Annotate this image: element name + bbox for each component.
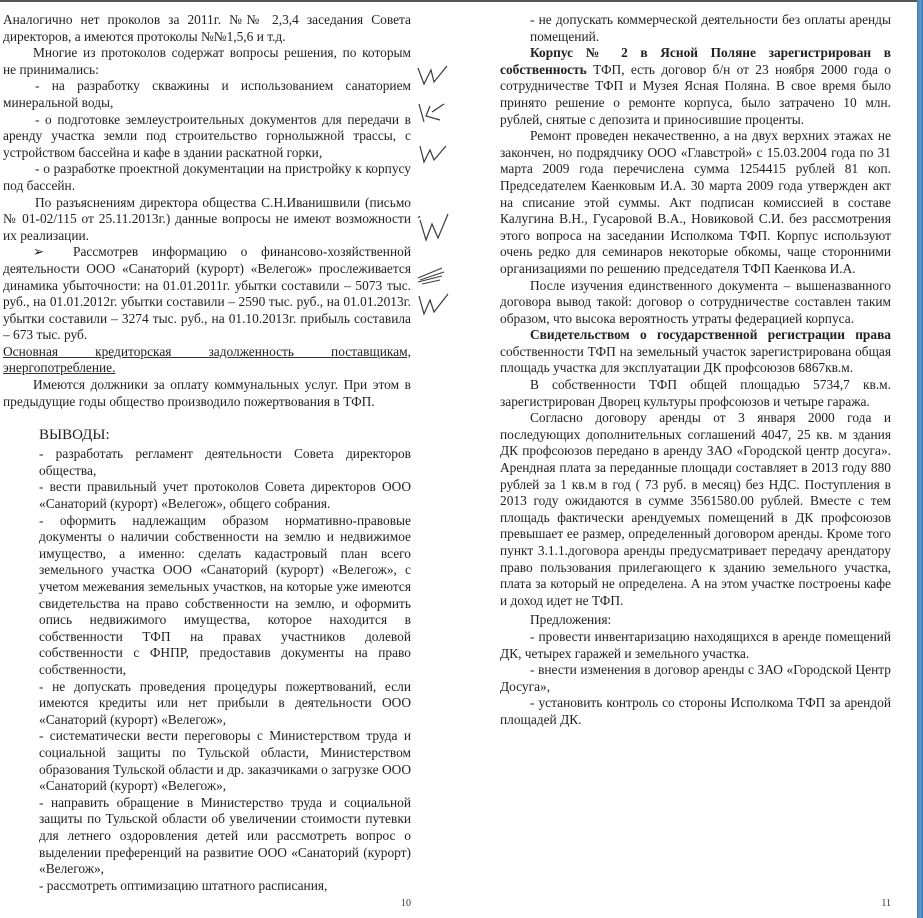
list-item: - провести инвентаризацию находящихся в аренде помещений ДК, четырех гаражей и земельного участка. [500, 628, 891, 661]
paragraph [3, 244, 411, 344]
handwritten-mark-icon [416, 210, 450, 246]
list-item: - вести правильный учет протоколов Совета директоров ООО «Санаторий (курорт) «Велегож», общего собрания. [39, 479, 411, 512]
list-item: - установить контроль со стороны Исполкома ТФП за арендой площадей ДК. [500, 695, 891, 727]
paragraph: После изучения единственного документа – вышеназванного договора вывод такой: договор о сотрудничестве составлен таким образом, что высока вероятность утраты федерацией корпуса. [500, 277, 891, 326]
bold-lead: Свидетельством о государственной регистрации права [530, 327, 891, 343]
paragraph: Согласно договору аренды от 3 января 2000 года и последующих дополнительных соглашений 4047, 25 кв. м здания ДК профсоюзов передано в аренду ЗАО «Городской центр досуга». Арендная плата за переданные площади составляет в 2013 году 880 рублей за 1 кв.м в год ( 73 руб. в месяц) без НДС. Поступления в 2013 году ожидаются в сумме 3561580.00 рублей. Вместе с тем площадь фактически арендуемых помещений в ДК профсоюзов превышает ее размер, определенный договором аренды. Кроме того пункт 3.1.1.договора аренды предусматривает передачу арендатору право пользования прилегающего к зданию земельного участка, плата за который не определена. А на этом участке построены кафе и доход идет не ТФП. [500, 410, 891, 608]
window-top-edge [0, 0, 923, 2]
handwritten-mark-icon [416, 290, 450, 318]
paragraph: Основная кредиторская задолженность поставщикам, энергопотребление. [3, 343, 411, 376]
page-11-body [500, 12, 891, 729]
list-item: - внести изменения в договор аренды с ЗАО «Городской Центр Досуга», [500, 662, 891, 694]
paragraph-text: собственности ТФП на земельный участок зарегистрирована общая площадь участка для эксплуатации ДК профсоюзов 6867кв.м. [500, 343, 891, 376]
page-11 [460, 2, 917, 918]
list-item: - не допускать проведения процедуры пожертвований, если имеются кредиты или нет прибыли в деятельности ООО «Санаторий (курорт) «Велегож», [39, 678, 411, 727]
list-item: - разработать регламент деятельности Совета директоров общества, [39, 446, 411, 478]
list-item: - на разработку скважины и использованием санаторием минеральной воды, [3, 78, 411, 110]
paragraph: Многие из протоколов содержат вопросы решения, по которым не принимались: [3, 45, 411, 77]
handwritten-scribble-icon [416, 264, 446, 288]
page-spacer [500, 729, 891, 899]
arrow-bullet-icon: ➢ [33, 244, 45, 260]
page-number: 11 [881, 898, 891, 910]
list-item: - рассмотреть оптимизацию штатного расписания, [39, 877, 328, 893]
list-item: - не допускать коммерческой деятельности без оплаты аренды помещений. [530, 12, 891, 44]
paragraph: Ремонт проведен некачественно, а на двух верхних этажах не закончен, но подрядчику ООО «Главстрой» с 15.03.2004 года по 31 марта 2009 года перечислена сумма 1254415 рублей 81 коп. Председателем Каенковым И.А. 30 марта 2009 года утвержден акт на списание этой суммы. Акт подписан комиссией в составе Калугина В.Н., Гусаровой В.А., Новиковой С.И. без рассмотрения этого вопроса на заседании Исполкома ТФП. Корпус используют очень редко для семинаров некоторые обкомы, чаще сторонними организациями по решению председателя ТФП Каенкова И.А. [500, 128, 891, 276]
paragraph: В собственности ТФП общей площадью 5734,7 кв.м. зарегистрирован Дворец культуры профсоюзов и четыре гаража. [500, 377, 891, 409]
list-item: - оформить надлежащим образом нормативно-правовые документы о наличии собственности на землю и недвижимое имущество, а именно: сделать кадастровый план всего земельного участка ООО «Санаторий (курорт) «Велегож», с учетом межевания земельных участков, на которые уже имеются свидетельства на право собственности на землю, и оформить опись недвижимого имущества, которое находится в собственности ТФП на правах участников долевой собственности с ФНПР, предоставив документы на право собственности, [39, 512, 411, 677]
paragraph [500, 45, 891, 128]
conclusions-heading: ВЫВОДЫ: [39, 427, 110, 444]
list-item: - систематически вести переговоры с Министерством труда и социальной защиты по Тульской области, Министерством образования Тульской области и др. заказчиками о загрузке ООО «Санаторий (курорт) «Велегож», [39, 728, 411, 794]
window-scroll-edge[interactable] [917, 0, 923, 918]
conclusions-section [39, 426, 411, 894]
page-number: 10 [401, 898, 411, 910]
paragraph [500, 327, 891, 377]
proposals-heading: Предложения: [530, 612, 612, 628]
paragraph: Аналогично нет проколов за 2011г. №№ 2,3,4 заседания Совета директоров, а имеются протоколы №№1,5,6 и т.д. [3, 12, 411, 44]
list-item: - о разработке проектной документации на пристройку к корпусу под бассейн. [3, 161, 411, 193]
page-10-body [3, 12, 411, 410]
list-item: - направить обращение в Министерство труда и социальной защиты по Тульской области об увеличении стоимости путевки для летнего оздоровления детей или рассмотреть вопрос о выделении преференций на развитие ООО «Санаторий (курорт) «Велегож», [39, 794, 411, 877]
paragraph: Имеются должники за оплату коммунальных услуг. При этом в предыдущие годы общество производило пожертвования в ТФП. [3, 377, 411, 409]
handwritten-mark-icon [416, 100, 446, 124]
page-10 [0, 2, 460, 918]
paragraph-text: ТФП, есть договор б/н от 23 ноября 2000 года о сотрудничестве ТФП и Музея Ясная Поляна. В свое время было принято решение о ремонте корпуса, было затрачено 10 млн. рублей, снятые с депозита и приносившие проценты. [500, 61, 891, 127]
bold-lead: Корпус № 2 в Ясной Поляне зарегистрирован в собственность [500, 45, 891, 77]
list-item: - о подготовке землеустроительных документов для передачи в аренду участка земли под строительство горнолыжной трассы, с устройством бассейна и кафе в здании раскатной горки, [3, 111, 411, 160]
paragraph: По разъяснениям директора общества С.Н.Иванишвили (письмо № 01-02/115 от 25.11.2013г.) данные вопросы не имеют возможности их реализации. [3, 194, 411, 243]
handwritten-mark-icon [416, 142, 448, 166]
handwritten-mark-icon [414, 62, 450, 88]
paragraph-text: Рассмотрев информацию о финансово-хозяйственной деятельности ООО «Санаторий (курорт) «Велегож» прослеживается динамика убыточности: на 01.01.2011г. убытки составили – 5073 тыс. руб., на 01.01.2012г. убытки составили – 2590 тыс. руб., на 01.01.2013г. убытки составили – 3274 тыс. руб., на 01.10.2013г. прибыль составила – 673 тыс. руб. [3, 244, 411, 343]
